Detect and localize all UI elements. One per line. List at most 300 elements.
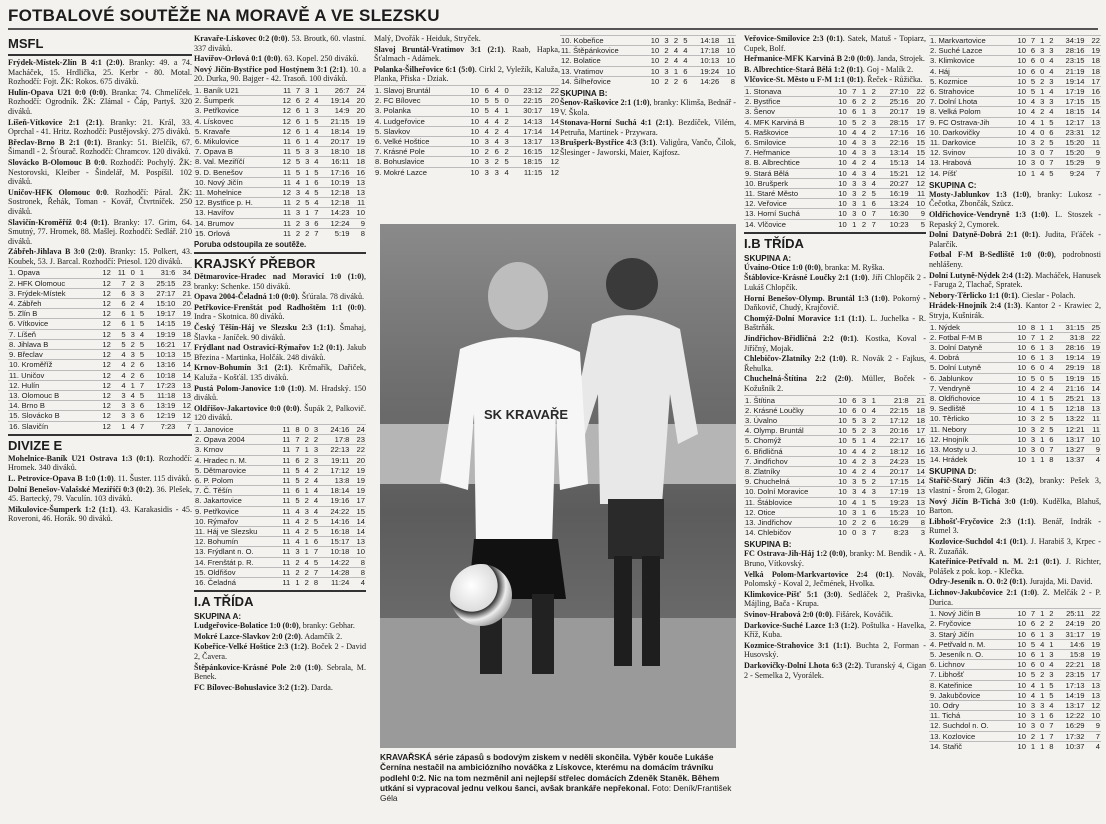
stat-cell: 10 xyxy=(1012,363,1027,373)
stat-cell: 11 xyxy=(277,496,292,506)
stat-cell: 10 xyxy=(831,137,847,147)
stat-cell: 2 xyxy=(292,228,301,238)
stat-cell: 8 xyxy=(720,76,736,86)
team-cell: 11. Staré Město xyxy=(744,189,831,199)
team-cell: 14. Stařič xyxy=(929,741,1012,751)
match-result: Chuchelná-Štítina 2:2 (2:0) xyxy=(744,374,852,384)
team-cell: 1. Nýdek xyxy=(929,322,1012,332)
team-cell: 14. Vlčovice xyxy=(744,219,831,229)
table-row xyxy=(744,168,926,178)
stat-cell: 2 xyxy=(867,446,877,456)
stat-cell: 21 xyxy=(910,395,926,405)
stat-cell: 22:16 xyxy=(877,137,910,147)
stat-cell: 4 xyxy=(291,526,300,536)
team-cell: 4. Olymp. Bruntál xyxy=(744,426,831,436)
stat-cell: 19:19 xyxy=(1055,373,1086,383)
stat-cell: 19 xyxy=(1086,649,1101,659)
stat-cell: 2 xyxy=(301,435,310,445)
stat-cell: 6 xyxy=(679,76,688,86)
match-report: Malý, Dvořák - Heiduk, Stryček. xyxy=(374,34,481,43)
stat-cell: 11 xyxy=(277,228,292,238)
stat-cell: 4 xyxy=(112,380,127,390)
stat-cell: 28:16 xyxy=(1055,342,1086,352)
table-row xyxy=(194,116,366,126)
stat-cell: 10 xyxy=(1012,148,1027,158)
stat-cell: 5 xyxy=(679,36,688,46)
team-cell: 4. Lískovec xyxy=(194,116,277,126)
ib-a-standings-table xyxy=(744,395,926,538)
stat-cell: 19 xyxy=(350,486,366,496)
stat-cell: 11 xyxy=(277,136,292,146)
team-cell: 1. Stonava xyxy=(744,86,831,96)
stat-cell: 2 xyxy=(127,360,136,370)
stat-cell: 15:29 xyxy=(1055,158,1086,168)
stat-cell: 1 xyxy=(857,107,867,117)
match-result: Horní Benešov-Olymp. Bruntál 1:3 (1:0) xyxy=(744,293,888,303)
stat-cell: 0 xyxy=(1036,373,1045,383)
stat-cell: 8 xyxy=(1027,322,1036,332)
stat-cell: 0 xyxy=(1036,660,1045,670)
stat-cell: 10 xyxy=(1012,700,1027,710)
stat-cell: 5 xyxy=(310,516,319,526)
stat-cell: 10 xyxy=(1012,393,1027,403)
stat-cell: 3 xyxy=(857,395,867,405)
team-cell: 9. FC Ostrava-Jih xyxy=(929,117,1012,127)
stat-cell: 3 xyxy=(848,178,858,188)
stat-cell: 4 xyxy=(857,127,867,137)
match-result: Mokré Lazce-Slavkov 2:0 (2:0) xyxy=(194,631,301,641)
stat-cell: 12 xyxy=(1086,127,1101,137)
match-report: Havířov-Orlová 0:1 (0:0). 63. Kopel. 250 diváků. xyxy=(194,54,359,64)
match-report: Libhošť-Fryčovice 2:3 (1:1). Benář, Indrák - Rumel 3. xyxy=(929,516,1101,536)
match-result: Úvaino-Otice 1:0 (0:0) xyxy=(744,262,821,272)
stat-cell: 4 xyxy=(848,456,858,466)
stat-cell: 16 xyxy=(1086,87,1101,97)
stat-cell: 5 xyxy=(1027,639,1036,649)
stat-cell: 10 xyxy=(831,189,847,199)
match-result: Klimkovice-Píšť 5:1 (3:0) xyxy=(744,589,841,599)
stat-cell: 7 xyxy=(1045,721,1054,731)
stat-cell: 8 xyxy=(910,517,926,527)
stat-cell: 3 xyxy=(112,411,127,421)
team-cell: 5. Jeseník n. O. xyxy=(929,649,1012,659)
section-title-msfl: MSFL xyxy=(8,36,44,51)
match-photo xyxy=(380,224,736,748)
stat-cell: 0 xyxy=(1036,148,1045,158)
table-row xyxy=(929,66,1101,76)
team-cell: 15. Oldřišov xyxy=(194,567,277,577)
match-result: Štěpánkovice-Krásné Pole 2:0 (1:0) xyxy=(194,662,321,672)
stat-cell: 1 xyxy=(857,497,867,507)
stat-cell: 12 xyxy=(96,288,112,298)
stat-cell: 20:16 xyxy=(877,426,910,436)
match-result: Šenov-Raškovice 2:1 (1:0) xyxy=(560,98,650,108)
stat-cell: 2 xyxy=(310,465,319,475)
match-report: Uničov-HFK Olomouc 0:0. Rozhodčí: Páral. ŽK: Sostronek, Řehák, Toman - Kovář, Čtvrtníček. 250 diváků. xyxy=(8,187,192,216)
stat-cell: 6 xyxy=(1045,711,1054,721)
stat-cell: 11 xyxy=(277,424,292,434)
match-report: Mohelnice-Baník U21 Ostrava 1:3 (0:1). Rozhodčí: Hromek. 340 diváků. xyxy=(8,453,192,473)
stat-cell: 7 xyxy=(867,219,877,229)
match-report: Veřovice-Smilovice 2:3 (0:1). Satek, Matuš - Topiarz, Cupek, Bolf. xyxy=(744,34,926,53)
stat-cell: 10 xyxy=(463,136,480,146)
stat-cell: 2 xyxy=(857,219,867,229)
stat-cell: 3 xyxy=(1045,76,1054,86)
stat-cell: 3 xyxy=(1027,434,1036,444)
stat-cell: 3 xyxy=(1045,629,1054,639)
stat-cell: 6 xyxy=(867,517,877,527)
team-cell: 9. Jakubčovice xyxy=(929,690,1012,700)
stat-cell: 5 xyxy=(1045,680,1054,690)
ia-standings-table-cont xyxy=(560,35,736,86)
match-report: Chomýž-Dolní Moravice 1:1 (1:1). L. Juchelka - R. Baštrňák. xyxy=(744,313,926,333)
stat-cell: 16:18 xyxy=(319,526,350,536)
table-row xyxy=(194,208,366,218)
ia-group-label: SKUPINA A: xyxy=(194,612,242,622)
stat-cell: 1 xyxy=(1036,353,1045,363)
match-result: Havířov-Orlová 0:1 (0:0) xyxy=(194,54,281,64)
stat-cell: 12:21 xyxy=(1055,424,1086,434)
stat-cell: 7 xyxy=(176,421,192,431)
team-cell: 2. FC Bílovec xyxy=(374,96,463,106)
stat-cell: 27:10 xyxy=(877,86,910,96)
match-result: Odry-Jeseník n. O. 0:2 (0:1) xyxy=(929,577,1026,587)
stat-cell: 23:12 xyxy=(510,85,544,95)
table-row xyxy=(374,157,560,167)
stat-cell: 2 xyxy=(670,76,679,86)
match-result: Kozlovice-Suchdol 4:1 (0:1) xyxy=(929,536,1026,546)
table-row xyxy=(194,126,366,136)
stat-cell: 4 xyxy=(127,421,136,431)
team-cell: 1. Janovice xyxy=(194,424,277,434)
stat-cell: 12 xyxy=(1086,700,1101,710)
stat-cell: 2 xyxy=(127,370,136,380)
stat-cell: 10 xyxy=(1012,127,1027,137)
stat-cell: 7 xyxy=(1086,731,1101,741)
table-row xyxy=(8,288,192,298)
stat-cell: 7 xyxy=(1045,445,1054,455)
stat-cell: 3 xyxy=(490,167,500,177)
section-title-ia-trida: I.A TŘÍDA xyxy=(194,594,254,610)
stat-cell: 7 xyxy=(291,435,300,445)
match-report: B. Albrechtice-Stará Bělá 1:2 (0:1). Goj - Malík 2. xyxy=(744,64,914,74)
stat-cell: 17 xyxy=(350,496,366,506)
stat-cell: 10 xyxy=(831,168,847,178)
stat-cell: 5 xyxy=(867,497,877,507)
stat-cell: 22:13 xyxy=(319,445,350,455)
stat-cell: 0 xyxy=(1036,56,1045,66)
table-row xyxy=(744,178,926,188)
stat-cell: 3 xyxy=(1045,353,1054,363)
table-row xyxy=(929,322,1101,332)
stat-cell: 2 xyxy=(857,466,867,476)
team-cell: 2. Suché Lazce xyxy=(929,46,1012,56)
stat-cell: 6 xyxy=(867,199,877,209)
stat-cell: 1 xyxy=(1036,342,1045,352)
stat-cell: 10 xyxy=(463,157,480,167)
stat-cell: 3 xyxy=(857,415,867,425)
stat-cell: 3 xyxy=(480,167,490,177)
table-row xyxy=(194,455,366,465)
team-cell: 1. Markvartovice xyxy=(929,36,1012,46)
stat-cell: 10:13 xyxy=(145,350,176,360)
stat-cell: 5 xyxy=(310,526,319,536)
stat-cell: 11 xyxy=(910,189,926,199)
stat-cell: 24:19 xyxy=(1055,619,1086,629)
stat-cell: 4 xyxy=(679,46,688,56)
table-row xyxy=(194,136,366,146)
table-row xyxy=(929,383,1101,393)
match-report: Kozmice-Strahovice 3:1 (1:1). Buchta 2, Forman - Husovský. xyxy=(744,640,926,660)
team-cell: 4. Petřvald n. M. xyxy=(929,639,1012,649)
stat-cell: 2 xyxy=(1045,609,1054,619)
team-cell: 10. Kobeřice xyxy=(560,36,644,46)
stat-cell: 5 xyxy=(1045,404,1054,414)
stat-cell: 2 xyxy=(857,189,867,199)
stat-cell: 2 xyxy=(1036,619,1045,629)
team-cell: 1. Opava xyxy=(8,268,96,278)
table-row xyxy=(744,436,926,446)
match-report: Opava 2004-Čeladná 1:0 (0:0). Šťúrala. 78 diváků. xyxy=(194,292,365,302)
stat-cell: 6 xyxy=(112,288,127,298)
team-cell: 8. Oldřichovice xyxy=(929,393,1012,403)
stat-cell: 3 xyxy=(301,157,310,167)
stat-cell: 1 xyxy=(136,268,145,278)
team-cell: 11. Štěpánkovice xyxy=(560,46,644,56)
stat-cell: 34 xyxy=(176,268,192,278)
stat-cell: 7 xyxy=(848,86,858,96)
stat-cell: 14:22 xyxy=(319,557,350,567)
stat-cell: 27:17 xyxy=(145,288,176,298)
stat-cell: 10 xyxy=(831,487,847,497)
team-cell: 13. Horní Suchá xyxy=(744,209,831,219)
match-report: Mokré Lazce-Slavkov 2:0 (2:0). Adamčík 2. xyxy=(194,631,343,641)
stat-cell: 2 xyxy=(127,339,136,349)
stat-cell: 1 xyxy=(301,445,310,455)
table-row xyxy=(374,96,560,106)
match-result: Svinov-Hrabová 2:0 (0:0) xyxy=(744,609,832,619)
stat-cell: 5 xyxy=(910,219,926,229)
stat-cell: 3 xyxy=(301,218,310,228)
stat-cell: 3 xyxy=(848,199,858,209)
divize-reports-cont xyxy=(194,34,366,84)
stat-cell: 11 xyxy=(277,218,292,228)
stat-cell: 4 xyxy=(1086,741,1101,751)
table-row xyxy=(560,76,736,86)
stat-cell: 10 xyxy=(463,126,480,136)
match-result: L. Petrovice-Opava B 1:0 (1:0) xyxy=(8,473,114,483)
stat-cell: 3 xyxy=(127,350,136,360)
stat-cell: 1 xyxy=(112,421,127,431)
stat-cell: 6 xyxy=(1027,56,1036,66)
match-report: Šenov-Raškovice 2:1 (1:0), branky: Klimša, Bednář - V. Škola. xyxy=(560,98,736,117)
team-cell: 12. Hnojník xyxy=(929,434,1012,444)
stat-cell: 3 xyxy=(301,147,310,157)
stat-cell: 12 xyxy=(543,167,560,177)
table-row xyxy=(374,106,560,116)
team-cell: 5. Kravaře xyxy=(194,126,277,136)
stat-cell: 10:37 xyxy=(1055,741,1086,751)
stat-cell: 1 xyxy=(1036,741,1045,751)
stat-cell: 2 xyxy=(660,56,669,66)
table-row xyxy=(929,158,1101,168)
stat-cell: 2 xyxy=(480,147,490,157)
stat-cell: 4 xyxy=(848,168,858,178)
stat-cell: 10 xyxy=(1012,56,1027,66)
table-row xyxy=(744,107,926,117)
stat-cell: 8 xyxy=(350,567,366,577)
ia-reports-cont xyxy=(374,34,560,84)
team-cell: 11. Štáblovice xyxy=(744,497,831,507)
stat-cell: 4 xyxy=(291,516,300,526)
match-result: Polanka-Šilheřovice 6:1 (5:0) xyxy=(374,64,475,74)
standings-note: Poruba odstoupila ze soutěže. xyxy=(194,240,307,250)
stat-cell: 0 xyxy=(301,424,310,434)
table-row xyxy=(194,188,366,198)
stat-cell: 14:26 xyxy=(688,76,720,86)
stat-cell: 4 xyxy=(867,436,877,446)
team-cell: 12. Bolatice xyxy=(560,56,644,66)
stat-cell: 10 xyxy=(1012,46,1027,56)
stat-cell: 11 xyxy=(277,208,292,218)
stat-cell: 6 xyxy=(1027,363,1036,373)
table-row xyxy=(744,137,926,147)
stat-cell: 12 xyxy=(96,278,112,288)
stat-cell: 5 xyxy=(1045,424,1054,434)
divize-reports xyxy=(8,454,192,524)
match-report: Pustá Polom-Janovice 1:0 (1:0). M. Hradský. 150 diváků. xyxy=(194,383,366,403)
kraj-standings-table xyxy=(194,424,366,587)
stat-cell: 10 xyxy=(1012,455,1027,465)
section-title-divize: DIVIZE E xyxy=(8,437,63,453)
match-report: Štáblovice-Krásné Loučky 2:1 (1:0). Jiří Chlopčík 2 - Lukáš Chlopčík. xyxy=(744,273,926,292)
stat-cell: 12 xyxy=(96,309,112,319)
stat-cell: 1 xyxy=(867,395,877,405)
stat-cell: 3 xyxy=(292,188,301,198)
table-row xyxy=(929,373,1101,383)
table-row xyxy=(744,148,926,158)
table-row xyxy=(374,147,560,157)
stat-cell: 16:29 xyxy=(1055,721,1086,731)
ib-group-a-label: SKUPINA A: xyxy=(744,253,792,263)
stat-cell: 5 xyxy=(291,496,300,506)
stat-cell: 3 xyxy=(127,401,136,411)
stat-cell: 18 xyxy=(176,329,192,339)
stat-cell: 3 xyxy=(1027,414,1036,424)
team-cell: 6. Velké Hoštice xyxy=(374,136,463,146)
team-cell: 7. Libhošť xyxy=(929,670,1012,680)
team-cell: 3. Klimkovice xyxy=(929,56,1012,66)
stat-cell: 18:10 xyxy=(320,147,351,157)
match-result: Veřovice-Smilovice 2:3 (0:1) xyxy=(744,34,843,43)
stat-cell: 8 xyxy=(310,577,319,587)
match-result: B. Albrechtice-Stará Bělá 1:2 (0:1) xyxy=(744,64,863,74)
table-row xyxy=(929,619,1101,629)
table-row xyxy=(744,426,926,436)
stat-cell: 3 xyxy=(136,288,145,298)
stat-cell: 10 xyxy=(831,497,847,507)
stat-cell: 2 xyxy=(301,516,310,526)
team-cell: 16. Slavičín xyxy=(8,421,96,431)
stat-cell: 3 xyxy=(127,411,136,421)
stat-cell: 14 xyxy=(176,370,192,380)
stat-cell: 19 xyxy=(1086,353,1101,363)
team-cell: 13. Mosty u J. xyxy=(929,445,1012,455)
match-report: Kateřinice-Petřvald n. M. 2:1 (0:1). J. Richter, Polášek z pok. kop. - Klečka. xyxy=(929,557,1101,576)
stat-cell: 14 xyxy=(350,516,366,526)
stat-cell: 2 xyxy=(857,117,867,127)
table-row xyxy=(560,36,736,46)
divider xyxy=(8,54,192,56)
stat-cell: 19 xyxy=(350,475,366,485)
table-row xyxy=(929,97,1101,107)
team-cell: 6. Strahovice xyxy=(929,87,1012,97)
stat-cell: 1 xyxy=(848,219,858,229)
stat-cell: 3 xyxy=(660,66,669,76)
stat-cell: 10 xyxy=(644,76,660,86)
stat-cell: 1 xyxy=(1027,168,1036,178)
stat-cell: 10 xyxy=(831,456,847,466)
stat-cell: 19 xyxy=(176,319,192,329)
stat-cell: 2 xyxy=(127,278,136,288)
stat-cell: 15 xyxy=(1086,97,1101,107)
stat-cell: 24:23 xyxy=(877,456,910,466)
stat-cell: 10 xyxy=(831,148,847,158)
team-cell: 2. Bystřice xyxy=(744,97,831,107)
match-report: Dolní Datyně-Dobrá 2:1 (0:1). Judita, Fťáček - Palarčík. xyxy=(929,230,1101,249)
stat-cell: 12 xyxy=(96,329,112,339)
stat-cell: 7 xyxy=(136,380,145,390)
match-report: Štěpánkovice-Krásné Pole 2:0 (1:0). Sebrala, M. Benek. xyxy=(194,662,366,682)
stat-cell: 7 xyxy=(310,208,319,218)
stat-cell: 4 xyxy=(301,188,310,198)
stat-cell: 14 xyxy=(176,360,192,370)
table-row xyxy=(194,526,366,536)
stat-cell: 12 xyxy=(96,339,112,349)
divider xyxy=(8,434,192,436)
stat-cell: 0 xyxy=(1036,721,1045,731)
stat-cell: 4 xyxy=(1045,660,1054,670)
team-cell: 7. Krásné Pole xyxy=(374,147,463,157)
stat-cell: 18:14 xyxy=(319,486,350,496)
team-cell: 6. Břidličná xyxy=(744,446,831,456)
table-row xyxy=(744,209,926,219)
stat-cell: 1 xyxy=(291,577,300,587)
stat-cell: 23:15 xyxy=(1055,56,1086,66)
stat-cell: 6 xyxy=(136,370,145,380)
stat-cell: 4 xyxy=(1045,363,1054,373)
table-row xyxy=(744,528,926,538)
stat-cell: 19:23 xyxy=(877,497,910,507)
stat-cell: 4 xyxy=(848,446,858,456)
table-row xyxy=(929,107,1101,117)
stat-cell: 17:12 xyxy=(319,465,350,475)
match-result: Kateřinice-Petřvald n. M. 2:1 (0:1) xyxy=(929,557,1060,567)
stat-cell: 10 xyxy=(1012,168,1027,178)
stat-cell: 18 xyxy=(1086,660,1101,670)
column-ia-cont xyxy=(374,34,560,220)
stat-cell: 3 xyxy=(310,147,319,157)
stat-cell: 31:15 xyxy=(1055,322,1086,332)
stat-cell: 31:8 xyxy=(1055,332,1086,342)
match-result: Chlebičov-Zlatníky 2:2 (1:0) xyxy=(744,354,846,364)
stat-cell: 2 xyxy=(301,496,310,506)
stat-cell: 6 xyxy=(136,411,145,421)
stat-cell: 10 xyxy=(1012,117,1027,127)
team-cell: 5. Kozmice xyxy=(929,76,1012,86)
stat-cell: 1 xyxy=(301,537,310,547)
stat-cell: 13:16 xyxy=(145,360,176,370)
